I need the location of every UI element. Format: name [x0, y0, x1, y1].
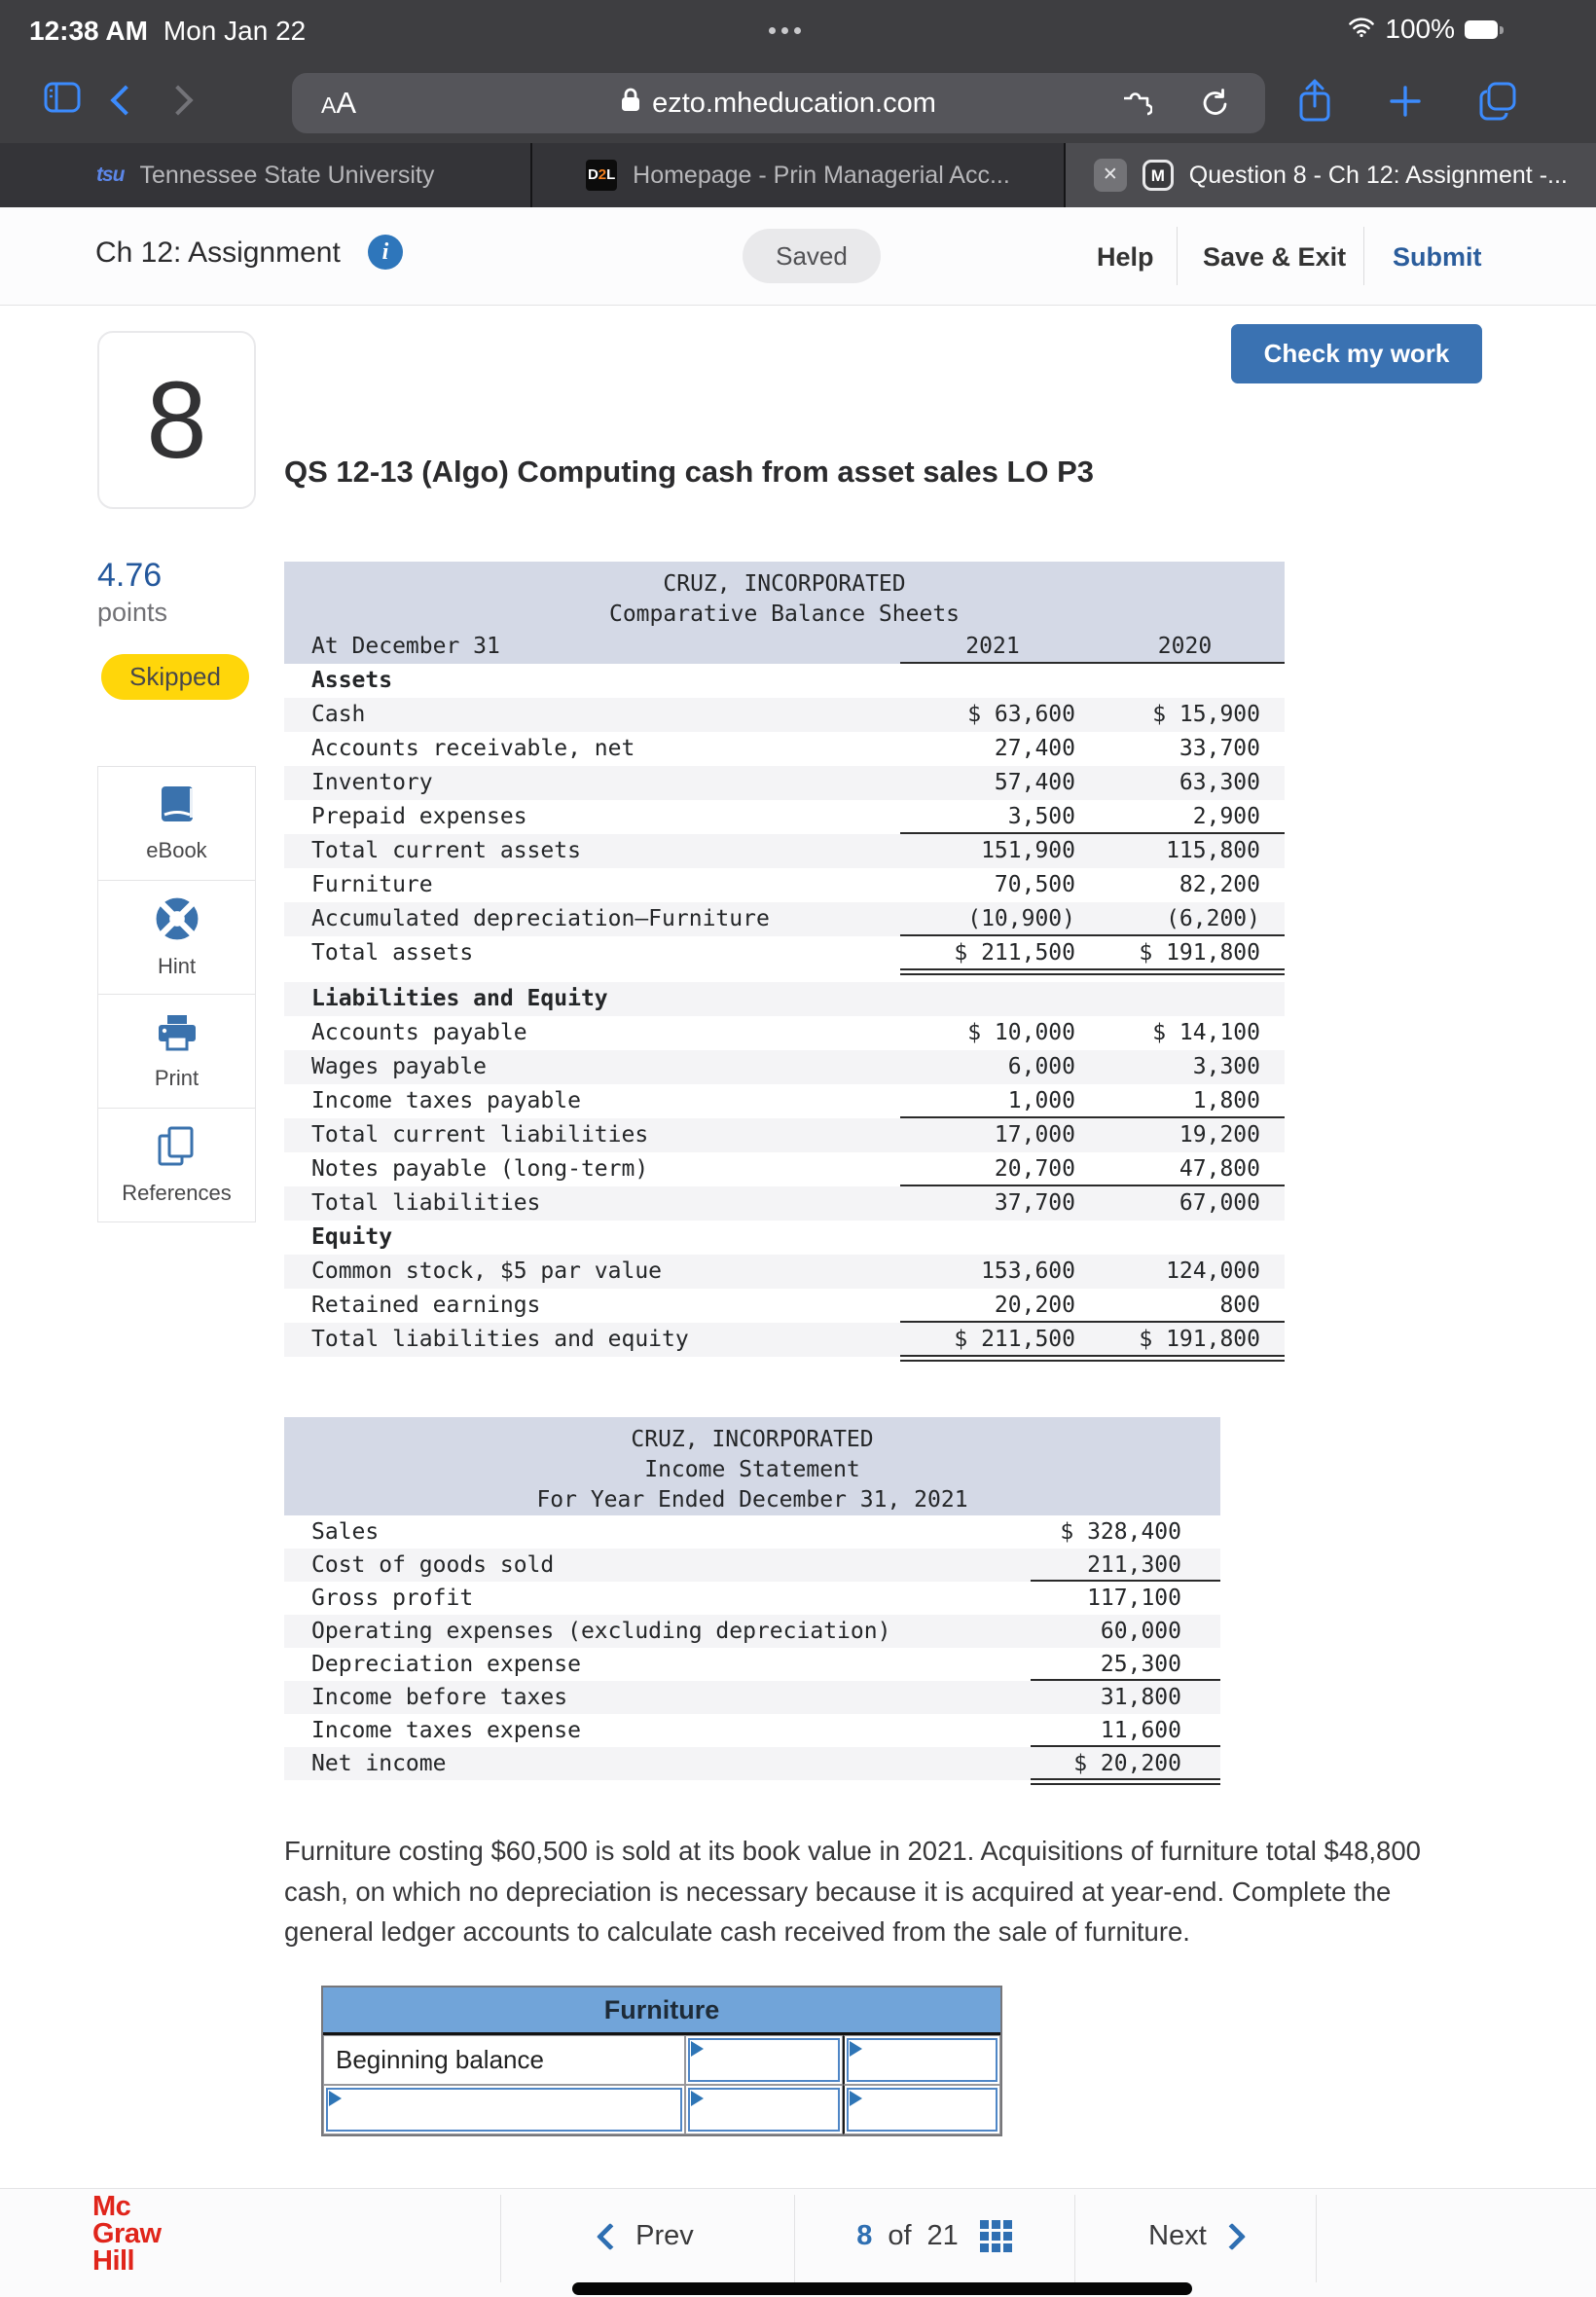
- row-value: $ 10,000: [967, 1020, 1075, 1045]
- row-value: [900, 982, 1085, 1016]
- statement-row: [284, 1289, 1285, 1323]
- balance-sheet-header: [284, 562, 1285, 664]
- row-label: Inventory: [311, 770, 433, 795]
- d2l-favicon: D2L: [586, 160, 617, 191]
- statement-row: [284, 766, 1285, 800]
- row-label: Total current liabilities: [311, 1122, 649, 1148]
- battery-icon: [1465, 20, 1504, 39]
- tool-label: Hint: [157, 953, 197, 978]
- row-label: Prepaid expenses: [311, 804, 527, 829]
- question-number-card: [97, 331, 256, 509]
- row-value: 47,800: [1085, 1152, 1285, 1186]
- bs-company: CRUZ, INCORPORATED: [663, 571, 906, 597]
- statement-row: [284, 1118, 1285, 1152]
- ledger-label-cell: [323, 2035, 685, 2085]
- statement-row: [284, 1681, 1220, 1714]
- ledger-cell: [843, 2035, 1000, 2085]
- row-value: $ 211,500: [900, 936, 1085, 970]
- toolbar-actions: [1296, 78, 1518, 129]
- of-label: of: [888, 2220, 912, 2251]
- tabs-overview-icon[interactable]: [1477, 80, 1518, 129]
- balance-sheet-table: [284, 562, 1285, 1357]
- row-label: Total current assets: [311, 838, 581, 863]
- question-tools: [97, 767, 256, 1222]
- ledger-input[interactable]: [326, 2088, 682, 2132]
- row-label: Cash: [311, 702, 366, 727]
- page-indicator: [794, 2189, 1074, 2283]
- ledger-cell: [685, 2035, 843, 2085]
- row-label: Total liabilities and equity: [311, 1327, 689, 1352]
- time: 12:38 AM: [29, 16, 148, 46]
- tool-print[interactable]: [97, 994, 256, 1109]
- row-value: 27,400: [994, 736, 1075, 761]
- row-label: Depreciation expense: [311, 1652, 581, 1677]
- chevron-left-icon: [597, 2222, 624, 2249]
- statement-row: [284, 1323, 1285, 1357]
- row-value: 3,300: [1192, 1054, 1260, 1079]
- row-label: Assets: [311, 668, 393, 693]
- is-period: For Year Ended December 31, 2021: [536, 1487, 968, 1513]
- statement-row: [284, 1582, 1220, 1615]
- statement-row: [284, 800, 1285, 834]
- row-label: Operating expenses (excluding depreciation): [311, 1619, 891, 1644]
- row-label: Accounts receivable, net: [311, 736, 635, 761]
- points-value: 4.76: [97, 557, 163, 594]
- question-number: 8: [146, 359, 207, 481]
- print-icon: [155, 1012, 200, 1058]
- tab-bar: [0, 143, 1596, 207]
- problem-text: Furniture costing $60,500 is sold at its book value in 2021. Acquisitions of furniture total $48,800 cash, on which no depreciation is necessary because it is acquired at year-end. Complete the general ledger accounts to calculate cash received from the sale of furniture.: [284, 1836, 1421, 1947]
- total-pages: 21: [926, 2220, 959, 2251]
- row-label: Furniture: [311, 872, 433, 897]
- row-label: Liabilities and Equity: [311, 986, 608, 1011]
- row-label: Common stock, $5 par value: [311, 1258, 663, 1284]
- row-value: 57,400: [994, 770, 1075, 795]
- share-icon[interactable]: [1296, 78, 1333, 129]
- address-bar[interactable]: [292, 73, 1265, 133]
- submit-button[interactable]: Submit: [1393, 242, 1482, 272]
- row-label: Net income: [311, 1751, 447, 1776]
- statement-row: [284, 1615, 1220, 1648]
- ledger-input[interactable]: [847, 2088, 998, 2132]
- row-value: 82,200: [1179, 872, 1260, 897]
- row-value: [1085, 982, 1285, 1016]
- date: Mon Jan 22: [163, 16, 307, 46]
- row-value: $ 211,500: [900, 1323, 1085, 1357]
- row-value: 20,200: [900, 1289, 1085, 1323]
- statement-row: [284, 698, 1285, 732]
- chevron-right-icon: [1218, 2222, 1246, 2249]
- status-bar: [0, 0, 1596, 62]
- is-company: CRUZ, INCORPORATED: [631, 1427, 874, 1452]
- bs-year-2020: 2020: [1085, 630, 1285, 664]
- statement-row: [284, 732, 1285, 766]
- row-label: Notes payable (long-term): [311, 1156, 649, 1182]
- row-value: 37,700: [994, 1190, 1075, 1216]
- close-tab-icon[interactable]: ✕: [1094, 159, 1127, 192]
- row-value: 31,800: [1100, 1685, 1181, 1710]
- back-icon[interactable]: [115, 90, 136, 116]
- row-value: (10,900): [900, 902, 1085, 936]
- statement-row: [284, 1221, 1285, 1255]
- reader-options-button[interactable]: AA: [321, 86, 357, 120]
- row-value: 19,200: [1179, 1122, 1260, 1148]
- row-value: 124,000: [1166, 1258, 1260, 1284]
- row-value: $ 191,800: [1085, 1323, 1285, 1357]
- tab-label: Tennessee State University: [139, 161, 435, 189]
- bs-year-2021: 2021: [900, 630, 1085, 664]
- row-label: Accumulated depreciation—Furniture: [311, 906, 770, 931]
- row-value: 1,000: [900, 1084, 1085, 1118]
- bs-date-label: At December 31: [311, 634, 500, 659]
- row-value: $ 63,600: [967, 702, 1075, 727]
- statement-row: [284, 982, 1285, 1016]
- row-value: (6,200): [1085, 902, 1285, 936]
- row-label: Retained earnings: [311, 1293, 541, 1318]
- row-value: $ 20,200: [1031, 1747, 1220, 1780]
- row-label: Sales: [311, 1519, 380, 1545]
- row-value: 115,800: [1166, 838, 1260, 863]
- next-button[interactable]: Next: [1074, 2189, 1316, 2283]
- row-value: 211,300: [1031, 1549, 1220, 1582]
- row-value: 25,300: [1031, 1648, 1220, 1681]
- question-map-icon[interactable]: [980, 2220, 1012, 2252]
- row-value: 17,000: [994, 1122, 1075, 1148]
- statement-row: [284, 1515, 1220, 1549]
- row-value: $ 328,400: [1060, 1519, 1181, 1545]
- row-value: 3,500: [900, 800, 1085, 834]
- statement-row: [284, 1549, 1220, 1582]
- skipped-badge: Skipped: [101, 654, 249, 700]
- statement-row: [284, 1714, 1220, 1747]
- prev-button[interactable]: Prev: [500, 2189, 794, 2283]
- tool-label: eBook: [146, 837, 207, 862]
- mcgraw-hill-logo: Mc Graw Hill: [92, 2191, 162, 2277]
- row-value: [1085, 664, 1285, 698]
- extensions-icon[interactable]: [1119, 87, 1152, 125]
- row-value: 6,000: [1007, 1054, 1075, 1079]
- new-tab-icon[interactable]: [1388, 84, 1423, 129]
- tool-label: References: [122, 1180, 232, 1205]
- lock-icon: [621, 87, 640, 121]
- row-value: 2,900: [1085, 800, 1285, 834]
- statement-row: [284, 1050, 1285, 1084]
- statement-row: [284, 664, 1285, 698]
- wifi-icon: [1348, 14, 1375, 45]
- income-statement-table: [284, 1417, 1220, 1780]
- statement-row: [284, 902, 1285, 936]
- tab-label: Question 8 - Ch 12: Assignment -...: [1188, 161, 1568, 189]
- row-label: Income before taxes: [311, 1685, 568, 1710]
- statement-row: [284, 834, 1285, 868]
- row-label: Accounts payable: [311, 1020, 527, 1045]
- row-label: Total liabilities: [311, 1190, 541, 1216]
- tab-question-8[interactable]: [1066, 143, 1596, 207]
- tsu-favicon: tsu: [95, 164, 125, 186]
- ebook-icon: [155, 784, 200, 830]
- statement-row: [284, 1648, 1220, 1681]
- question-title: QS 12-13 (Algo) Computing cash from asset sales LO P3: [284, 455, 1095, 489]
- statement-row: [284, 868, 1285, 902]
- page-footer: [0, 2188, 1596, 2297]
- statement-row: [284, 1747, 1220, 1780]
- current-page: 8: [856, 2220, 873, 2251]
- row-value: $ 14,100: [1152, 1020, 1260, 1045]
- row-value: [1085, 1221, 1285, 1255]
- ledger-cell: [323, 2085, 685, 2134]
- row-value: 800: [1085, 1289, 1285, 1323]
- row-label: Total assets: [311, 940, 474, 966]
- statement-row: [284, 1186, 1285, 1221]
- row-value: 151,900: [981, 838, 1075, 863]
- ledger-input[interactable]: [847, 2038, 998, 2082]
- row-value: 33,700: [1179, 736, 1260, 761]
- row-label: Gross profit: [311, 1586, 474, 1611]
- ledger-row: [323, 2085, 1000, 2134]
- status-indicators: [1348, 14, 1504, 45]
- save-exit-button[interactable]: Save & Exit: [1203, 242, 1347, 272]
- reload-icon[interactable]: [1199, 87, 1232, 125]
- row-value: $ 191,800: [1085, 936, 1285, 970]
- tool-references[interactable]: [97, 1108, 256, 1222]
- statement-row: [284, 936, 1285, 970]
- points-label: points: [97, 598, 168, 627]
- income-statement-header: [284, 1417, 1220, 1515]
- statement-row: [284, 1084, 1285, 1118]
- row-value: 153,600: [981, 1258, 1075, 1284]
- row-value: $ 15,900: [1152, 702, 1260, 727]
- saved-badge: Saved: [743, 229, 881, 283]
- mheducation-favicon: M: [1143, 160, 1174, 191]
- question-body: [284, 455, 1421, 2136]
- row-label: Wages payable: [311, 1054, 488, 1079]
- sidebar-toggle-icon[interactable]: [44, 82, 81, 118]
- row-value: 63,300: [1179, 770, 1260, 795]
- row-value: 20,700: [900, 1152, 1085, 1186]
- ledger-title: Furniture: [323, 1987, 1000, 2035]
- row-label: Income taxes payable: [311, 1088, 581, 1113]
- ledger-cell: [843, 2085, 1000, 2134]
- battery-percent: 100%: [1385, 14, 1455, 44]
- row-value: 67,000: [1179, 1190, 1260, 1216]
- home-indicator[interactable]: [572, 2282, 1192, 2295]
- url-text: ezto.mheducation.com: [652, 87, 936, 119]
- hint-icon: [155, 896, 200, 946]
- ledger-row: [323, 2035, 1000, 2085]
- statement-row: [284, 1255, 1285, 1289]
- ledger-input[interactable]: [688, 2038, 840, 2082]
- furniture-ledger: [321, 1986, 1002, 2136]
- row-value: 70,500: [994, 872, 1075, 897]
- row-label: Equity: [311, 1224, 393, 1250]
- row-label: Cost of goods sold: [311, 1552, 555, 1578]
- tool-ebook[interactable]: [97, 766, 256, 881]
- ledger-cell: [685, 2085, 843, 2134]
- ledger-label: Beginning balance: [336, 2044, 544, 2074]
- row-value: [900, 664, 1085, 698]
- tool-label: Print: [154, 1065, 200, 1090]
- bs-statement-name: Comparative Balance Sheets: [608, 602, 961, 627]
- tab-label: Homepage - Prin Managerial Acc...: [633, 161, 1010, 189]
- tab-d2l-homepage[interactable]: [532, 143, 1065, 207]
- assignment-title: Ch 12: Assignment: [95, 237, 341, 269]
- info-icon[interactable]: i: [368, 235, 403, 270]
- multitask-dots-icon[interactable]: [769, 27, 801, 34]
- assignment-header: [0, 207, 1596, 306]
- row-value: 117,100: [1087, 1586, 1181, 1611]
- ledger-input[interactable]: [688, 2088, 840, 2132]
- row-label: Income taxes expense: [311, 1718, 581, 1743]
- row-value: [900, 1221, 1085, 1255]
- browser-toolbar: [0, 62, 1596, 143]
- help-button[interactable]: Help: [1097, 242, 1154, 272]
- tool-hint[interactable]: [97, 880, 256, 995]
- row-value: 1,800: [1085, 1084, 1285, 1118]
- clock: [29, 16, 306, 47]
- tab-tennessee-state-university[interactable]: [0, 143, 532, 207]
- row-value: 60,000: [1100, 1619, 1181, 1644]
- check-my-work-button[interactable]: Check my work: [1231, 324, 1482, 383]
- row-value: 11,600: [1031, 1714, 1220, 1747]
- statement-row: [284, 1016, 1285, 1050]
- statement-row: [284, 1152, 1285, 1186]
- forward-icon[interactable]: [167, 90, 189, 116]
- is-statement-name: Income Statement: [644, 1457, 860, 1482]
- references-icon: [156, 1125, 199, 1173]
